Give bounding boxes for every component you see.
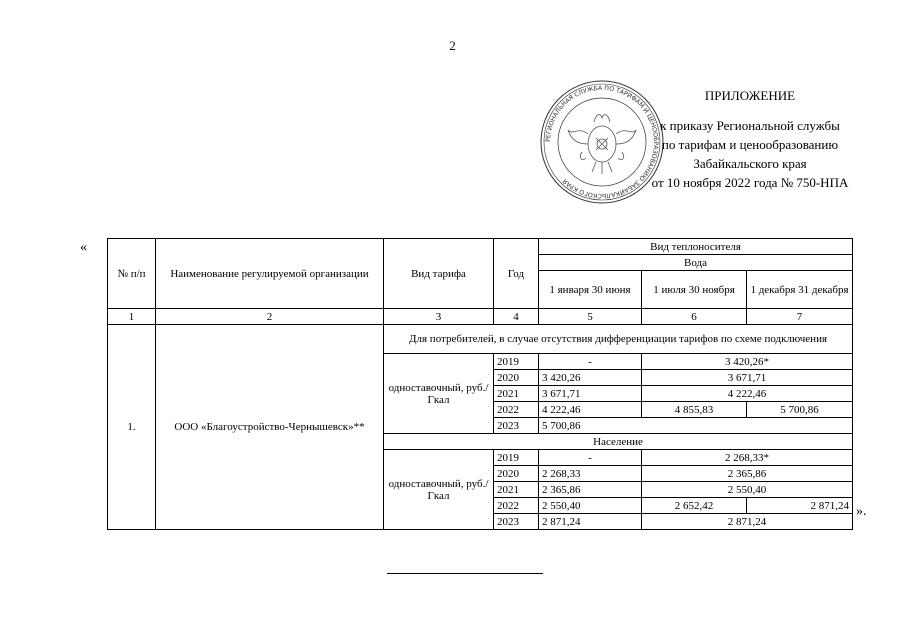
header-tariff-type: Вид тарифа [384,239,494,309]
column-number: 6 [642,309,747,325]
value-cell: 2 652,42 [642,498,747,514]
appendix-block [620,86,880,192]
organization-name: ООО «Благоустройство-Чернышевск»** [156,325,384,530]
column-number: 5 [539,309,642,325]
tariff-table [107,238,853,530]
year-cell: 2019 [494,450,539,466]
column-number: 1 [108,309,156,325]
page-number: 2 [449,38,456,53]
tariff-type: одноставочный, руб./Гкал [384,354,494,434]
group-title: Население [384,434,853,450]
appendix-line: по тарифам и ценообразованию [661,137,839,152]
header-period: 1 июля 30 ноября [642,271,747,309]
appendix-title: ПРИЛОЖЕНИЕ [704,88,796,103]
column-number: 2 [156,309,384,325]
appendix-line: Забайкальского края [693,156,807,171]
value-cell: 5 700,86 [747,402,853,418]
year-cell: 2023 [494,418,539,434]
header-num: № п/п [108,239,156,309]
value-cell: 2 365,86 [642,466,853,482]
header-period: 1 января 30 июня [539,271,642,309]
year-cell: 2021 [494,386,539,402]
value-cell: 3 420,26* [642,354,853,370]
value-cell: 2 268,33 [539,466,642,482]
header-carrier: Вид теплоносителя [539,239,853,255]
seal-ring-text: РЕГИОНАЛЬНАЯ СЛУЖБА ПО ТАРИФАМ И ЦЕНООБРАЗОВАНИЮ ЗАБАЙКАЛЬСКОГО КРАЯ [544,84,660,200]
appendix-line: к приказу Региональной службы [660,118,840,133]
value-cell: 3 420,26 [539,370,642,386]
appendix-line: от 10 ноября 2022 года № 750-НПА [651,175,849,190]
column-number: 4 [494,309,539,325]
closing-quote: ». [856,504,867,519]
tariff-type: одноставочный, руб./Гкал [384,450,494,530]
opening-quote: « [80,240,87,255]
column-number: 3 [384,309,494,325]
value-cell: 3 671,71 [642,370,853,386]
group-title: Для потребителей, в случае отсутствия дифференциации тарифов по схеме подключения [384,325,853,354]
value-cell: 2 550,40 [539,498,642,514]
year-cell: 2020 [494,466,539,482]
header-water: Вода [539,255,853,271]
value-cell: 4 222,46 [539,402,642,418]
value-cell: 4 855,83 [642,402,747,418]
value-cell: 3 671,71 [539,386,642,402]
year-cell: 2021 [494,482,539,498]
header-period: 1 декабря 31 декабря [747,271,853,309]
value-cell: 4 222,46 [642,386,853,402]
footnote-divider [387,573,543,574]
column-number: 7 [747,309,853,325]
year-cell: 2020 [494,370,539,386]
year-cell: 2019 [494,354,539,370]
value-cell: - [539,450,642,466]
header-year: Год [494,239,539,309]
year-cell: 2022 [494,402,539,418]
value-cell: 2 871,24 [642,514,853,530]
header-organization: Наименование регулируемой организации [156,239,384,309]
year-cell: 2023 [494,514,539,530]
value-cell: - [539,354,642,370]
row-number: 1. [108,325,156,530]
value-cell: 5 700,86 [539,418,853,434]
value-cell: 2 268,33* [642,450,853,466]
value-cell: 2 365,86 [539,482,642,498]
value-cell: 2 550,40 [642,482,853,498]
value-cell: 2 871,24 [747,498,853,514]
value-cell: 2 871,24 [539,514,642,530]
year-cell: 2022 [494,498,539,514]
